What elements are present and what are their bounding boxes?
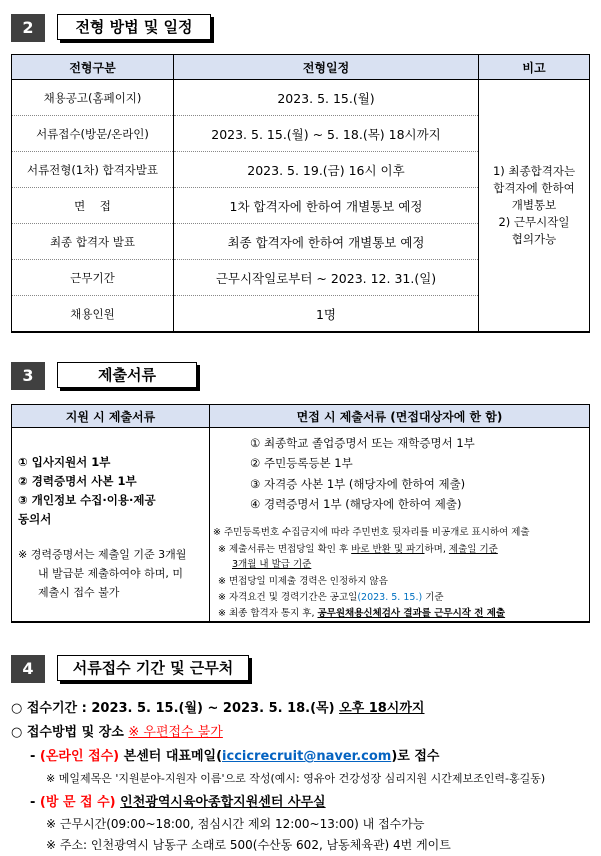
schedule-cell: 2023. 5. 15.(월) ~ 5. 18.(목) 18시까지	[174, 116, 479, 152]
schedule-cell: 근무시작일로부터 ~ 2023. 12. 31.(일)	[174, 260, 479, 296]
remark-line: 개별통보	[511, 198, 557, 212]
section-title: 전형 방법 및 일정	[57, 14, 211, 40]
mail-title-note: ※ 메일제목은 '지원분야-지원자 이름'으로 작성(예시: 영유아 건강성장 심리지원 시간제보조인력-홍길동)	[46, 772, 546, 785]
doc-item: 동의서	[18, 512, 52, 526]
column-header: 지원 시 제출서류	[12, 405, 210, 428]
visit-hours: ※ 근무시간(09:00~18:00, 점심시간 제외 12:00~13:00) 내 접수가능	[46, 817, 425, 831]
online-receipt: - (온라인 접수) 본센터 대표메일(iccicrecruit@naver.com)로 접수	[30, 749, 440, 764]
stage-cell: 채용인원	[12, 296, 174, 333]
remark-line: 합격자에 한하여	[493, 181, 575, 195]
column-header: 전형구분	[12, 55, 174, 80]
schedule-cell: 1차 합격자에 한하여 개별통보 예정	[174, 188, 479, 224]
stage-cell: 서류전형(1차) 합격자발표	[12, 152, 174, 188]
schedule-cell: 1명	[174, 296, 479, 333]
schedule-cell: 2023. 5. 19.(금) 16시 이후	[174, 152, 479, 188]
schedule-cell: 최종 합격자에 한하여 개별통보 예정	[174, 224, 479, 260]
section-number: 2	[11, 14, 45, 42]
stage-cell: 서류접수(방문/온라인)	[12, 116, 174, 152]
doc-note-line: ※ 경력증명서는 제출일 기준 3개월	[18, 548, 187, 561]
table-row	[12, 428, 590, 623]
visit-address: ※ 주소: 인천광역시 남동구 소래로 500(수산동 602, 남동체육관) 4번 게이트	[46, 838, 451, 852]
application-docs-cell	[12, 428, 210, 623]
doc-item: ③ 개인정보 수집·이용·제공	[18, 493, 156, 507]
doc-note-line: ※ 면접당일 미제출 경력은 인정하지 않음	[218, 576, 388, 587]
stage-cell: 근무기간	[12, 260, 174, 296]
doc-note-line: ※ 주민등록번호 수집금지에 따라 주민번호 뒷자리를 비공개로 표시하여 제출	[213, 527, 530, 538]
remarks-cell	[479, 80, 590, 333]
table-header-row	[12, 55, 590, 80]
remark-line: 1) 최종합격자는	[492, 164, 576, 178]
interview-docs-cell	[210, 428, 590, 623]
stage-cell: 면 접	[12, 188, 174, 224]
visit-receipt: - (방 문 접 수) 인천광역시육아종합지원센터 사무실	[30, 795, 326, 810]
column-header: 전형일정	[174, 55, 479, 80]
section-number: 4	[11, 655, 45, 683]
email-link[interactable]: iccicrecruit@naver.com	[222, 749, 392, 764]
section-title: 서류접수 기간 및 근무처	[57, 655, 249, 681]
table-row	[12, 80, 590, 116]
table-header-row	[12, 405, 590, 428]
doc-item: ② 주민등록등본 1부	[250, 456, 353, 470]
receipt-period: ○ 접수기간 : 2023. 5. 15.(월) ~ 2023. 5. 18.(목) 오후 18시까지	[11, 701, 425, 716]
remark-line: 2) 근무시작일	[498, 215, 570, 229]
doc-item: ① 최종학교 졸업증명서 또는 재학증명서 1부	[250, 436, 475, 450]
doc-note-line: ※ 최종 합격자 통지 후, 공무원채용신체검사 결과를 근무시작 전 제출	[218, 608, 506, 619]
documents-table	[11, 404, 590, 623]
column-header: 비고	[479, 55, 590, 80]
doc-note-line: ※ 제출서류는 면접당일 확인 후 바로 반환 및 파기하며, 제출일 기준	[218, 544, 498, 555]
doc-note-line: 내 발급분 제출하여야 하며, 미	[38, 567, 183, 580]
doc-note-line: ※ 자격요건 및 경력기간은 공고일(2023. 5. 15.) 기준	[218, 592, 444, 603]
stage-cell: 최종 합격자 발표	[12, 224, 174, 260]
stage-cell: 채용공고(홈페이지)	[12, 80, 174, 116]
column-header: 면접 시 제출서류 (면접대상자에 한 함)	[210, 405, 590, 428]
doc-note-line: 제출시 접수 불가	[38, 586, 120, 599]
doc-item: ③ 자격증 사본 1부 (해당자에 한하여 제출)	[250, 477, 466, 491]
doc-item: ① 입사지원서 1부	[18, 455, 111, 469]
section-number: 3	[11, 362, 45, 390]
doc-note-line: 3개월 내 발급 기준	[232, 559, 312, 570]
section-title: 제출서류	[57, 362, 197, 388]
schedule-table	[11, 54, 590, 333]
doc-item: ④ 경력증명서 1부 (해당자에 한하여 제출)	[250, 497, 462, 511]
receipt-method: ○ 접수방법 및 장소 ※ 우편접수 불가	[11, 725, 223, 740]
schedule-cell: 2023. 5. 15.(월)	[174, 80, 479, 116]
doc-item: ② 경력증명서 사본 1부	[18, 474, 137, 488]
remark-line: 협의가능	[511, 232, 557, 246]
